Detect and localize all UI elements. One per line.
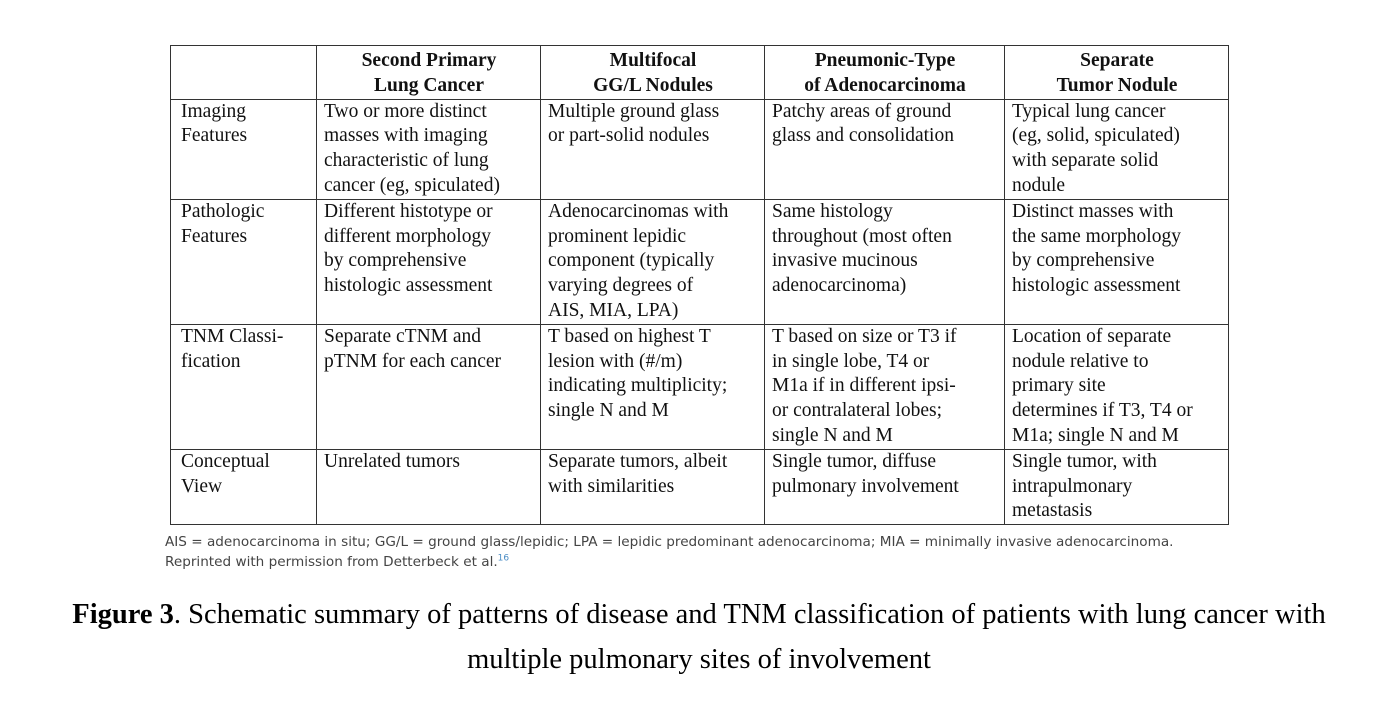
row-label-imaging: Imaging Features xyxy=(171,99,317,199)
table-cell: Separate cTNM and pTNM for each cancer xyxy=(317,324,541,449)
header-cell-pneumonic-type: Pneumonic-Type of Adenocarcinoma xyxy=(765,46,1005,100)
table-cell: Two or more distinct masses with imaging characteristic of lung cancer (eg, spiculated) xyxy=(317,99,541,199)
reference-link[interactable]: 16 xyxy=(497,553,510,564)
table-cell: T based on size or T3 if in single lobe, T4 or M1a if in different ipsi- or contralateral lobes; single N and M xyxy=(765,324,1005,449)
header-cell-separate-nodule: Separate Tumor Nodule xyxy=(1005,46,1229,100)
figure-caption xyxy=(40,592,1358,682)
table-cell: Single tumor, diffuse pulmonary involvement xyxy=(765,449,1005,524)
table-cell: Same histology throughout (most often invasive mucinous adenocarcinoma) xyxy=(765,199,1005,324)
table-cell: Adenocarcinomas with prominent lepidic component (typically varying degrees of AIS, MIA, LPA) xyxy=(541,199,765,324)
table-cell: Typical lung cancer (eg, solid, spiculated) with separate solid nodule xyxy=(1005,99,1229,199)
table-cell: Patchy areas of ground glass and consolidation xyxy=(765,99,1005,199)
header-cell-empty xyxy=(171,46,317,100)
comparison-table xyxy=(170,45,1229,525)
table-footnote xyxy=(165,532,1325,572)
table-cell: Distinct masses with the same morphology by comprehensive histologic assessment xyxy=(1005,199,1229,324)
table-cell: Different histotype or different morphology by comprehensive histologic assessment xyxy=(317,199,541,324)
table-row xyxy=(171,324,1229,449)
reprint-note xyxy=(165,552,1325,572)
table-row xyxy=(171,199,1229,324)
figure-label: Figure 3 xyxy=(72,599,174,630)
header-cell-second-primary: Second Primary Lung Cancer xyxy=(317,46,541,100)
table-row xyxy=(171,449,1229,524)
header-cell-multifocal: Multifocal GG/L Nodules xyxy=(541,46,765,100)
row-label-tnm: TNM Classi- fication xyxy=(171,324,317,449)
table-cell: Separate tumors, albeit with similarities xyxy=(541,449,765,524)
reprint-text: Reprinted with permission from Detterbeck et al. xyxy=(165,554,498,570)
header-row xyxy=(171,46,1229,100)
row-label-conceptual: Conceptual View xyxy=(171,449,317,524)
table-cell: T based on highest T lesion with (#/m) indicating multiplicity; single N and M xyxy=(541,324,765,449)
table-row xyxy=(171,99,1229,199)
table-cell: Unrelated tumors xyxy=(317,449,541,524)
table-cell: Single tumor, with intrapulmonary metastasis xyxy=(1005,449,1229,524)
table-cell: Location of separate nodule relative to primary site determines if T3, T4 or M1a; single N and M xyxy=(1005,324,1229,449)
abbreviations-note: AIS = adenocarcinoma in situ; GG/L = ground glass/lepidic; LPA = lepidic predominant adenocarcinoma; MIA = minimally invasive adenocarcinoma. xyxy=(165,534,1174,550)
table-cell: Multiple ground glass or part-solid nodules xyxy=(541,99,765,199)
row-label-pathologic: Pathologic Features xyxy=(171,199,317,324)
caption-text: . Schematic summary of patterns of disease and TNM classification of patients with lung cancer with multiple pulmonary sites of involvement xyxy=(173,599,1326,675)
